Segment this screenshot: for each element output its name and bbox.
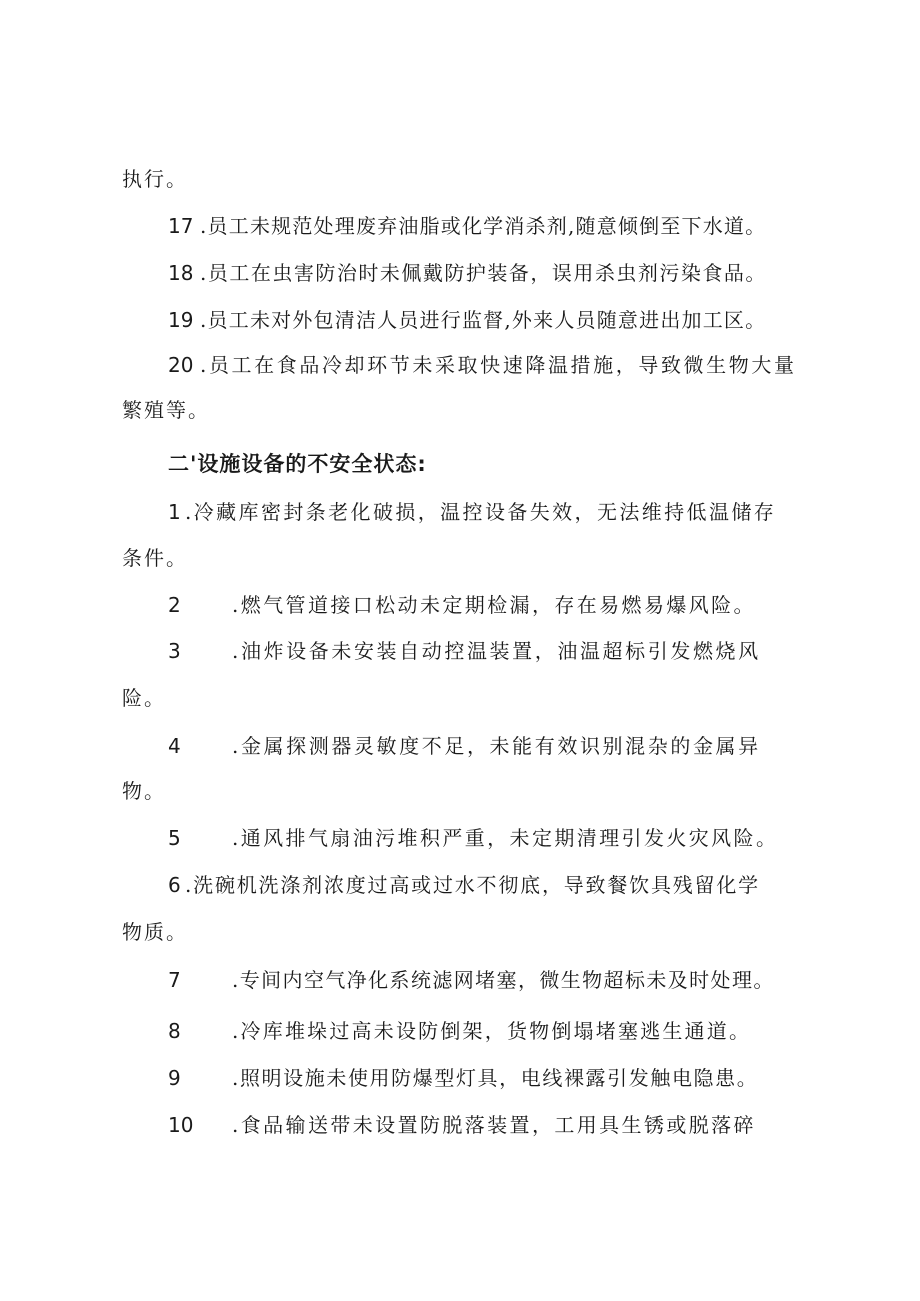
item-17-text: .员工未规范处理废弃油脂或化学消杀剂,随意倾倒至下水道。	[200, 214, 767, 238]
item-18-number: 18	[168, 261, 194, 285]
item-8-number: 8	[168, 1019, 181, 1043]
item-6-continuation: 物质。	[122, 920, 188, 944]
item-9-number: 9	[168, 1066, 181, 1090]
item-5-text: .通风排气扇油污堆积严重，未定期清理引发火灾风险。	[232, 826, 779, 850]
item-4-number: 4	[168, 734, 181, 758]
section-heading: 二'设施设备的不安全状态:	[168, 452, 427, 476]
item-19-number: 19	[168, 308, 194, 332]
item-3-text: .油炸设备未安装自动控温装置，油温超标引发燃烧风	[232, 639, 761, 663]
item-1-text: .冷藏库密封条老化破损，温控设备失效，无法维持低温储存	[185, 500, 777, 524]
item-20-text: .员工在食品冷却环节未采取快速降温措施，导致微生物大量	[200, 353, 797, 377]
item-4-continuation: 物。	[122, 779, 166, 803]
item-9-text: .照明设施未使用防爆型灯具，电线裸露引发触电隐患。	[232, 1066, 759, 1090]
item-1-continuation: 条件。	[122, 546, 188, 570]
item-4-text: .金属探测器灵敏度不足，未能有效识别混杂的金属异	[232, 734, 761, 758]
item-3-continuation: 险。	[122, 686, 166, 710]
item-5-number: 5	[168, 826, 181, 850]
item-20-number: 20	[168, 353, 194, 377]
item-2-text: .燃气管道接口松动未定期检漏，存在易燃易爆风险。	[232, 593, 756, 617]
item-10-text: .食品输送带未设置防脱落装置，工用具生锈或脱落碎	[232, 1113, 756, 1137]
item-17-number: 17	[168, 214, 194, 238]
item-2-number: 2	[168, 593, 181, 617]
item-6-text: .洗碗机洗涤剂浓度过高或过水不彻底，导致餐饮具残留化学	[185, 873, 760, 897]
item-18-text: .员工在虫害防治时未佩戴防护装备，误用杀虫剂污染食品。	[200, 261, 767, 285]
item-20-continuation: 繁殖等。	[122, 398, 210, 422]
item-3-number: 3	[168, 639, 181, 663]
item-19-text: .员工未对外包清洁人员进行监督,外来人员随意进出加工区。	[200, 308, 767, 332]
item-6-number: 6	[168, 873, 181, 897]
item-7-text: .专间内空气净化系统滤网堵塞，微生物超标未及时处理。	[232, 968, 775, 992]
item-7-number: 7	[168, 968, 181, 992]
continuation-line: 执行。	[122, 167, 188, 191]
item-8-text: .冷库堆垛过高未设防倒架，货物倒塌堵塞逃生通道。	[232, 1019, 752, 1043]
item-10-number: 10	[168, 1113, 194, 1137]
item-1-number: 1	[168, 500, 181, 524]
